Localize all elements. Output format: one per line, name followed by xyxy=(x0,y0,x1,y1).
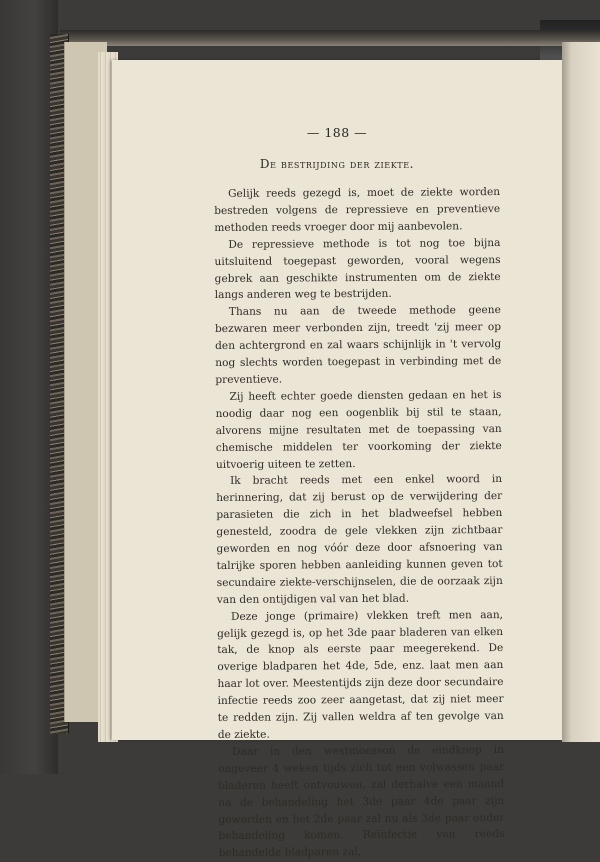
paragraph: Thans nu aan de tweede methode geene bezwaren meer verbonden zijn, treedt 'zij meer op den achtergrond en zal waars schijnlijk in 't vervolg nog slechts worden toegepast in verbinding met de preventieve. xyxy=(214,304,502,386)
paragraph: Zij heeft echter goede diensten gedaan en het is noodig daar nog een oogenblik bij stil te staan, alvorens mijne resultaten met de toepassing van chemische middelen ter voorkoming der ziekte uitvoerig uiteen te zetten. xyxy=(215,388,502,471)
paragraph: De repressieve methode is tot nog toe bijna uitsluitend toegepast geworden, vooral wegens gebrek aan geschikte instrumenten om de ziekte langs anderen weg te bestrijden. xyxy=(214,236,501,302)
page-number: — 188 — xyxy=(306,125,368,140)
paragraph: Ik bracht reeds met een enkel woord in herinnering, dat zij berust op de verwijdering der parasieten die zich in het bladweefsel hebben genesteld, zoodra de gele vlekken zijn zichtbaar geworden en nog vóór deze door afsnoering van talrijke sporen hebben aanleiding kunnen geven tot secundaire ziekte-verschijnselen, die de oorzaak zijn van den ontijdigen val van het blad. xyxy=(216,473,503,606)
paragraph: Daar in den westmoesson de eindknop in ongeveer 4 weken tijds zich tot een volwassen paar bladeren heeft ontvouwen, zal derhalve een maand na de behandeling het 3de paar 4de paar zijn geworden en het 2de paar zal nu als 3de paar onder behandeling komen. Reïnfectie van reeds behandelde bladparen zal, xyxy=(218,743,505,860)
paragraph: Gelijk reeds gezegd is, moet de ziekte worden bestreden volgens de repressieve en preventieve methoden reeds vroeger door mij aanbevolen. xyxy=(214,186,501,234)
facing-page-edge xyxy=(562,42,600,742)
book-top-edge xyxy=(60,30,600,46)
body-text xyxy=(214,184,505,862)
chapter-title-text: De bestrijding der ziekte. xyxy=(259,157,415,171)
paragraph: Deze jonge (primaire) vlekken treft men aan, gelijk gezegd is, op het 3de paar bladeren van elken tak, de knop als eerste paar meegerekend. De overige bladparen het 4de, 5de, enz. laat men aan haar lot over. Meestentijds zijn deze door secundaire infectie reeds zoo zeer aangetast, dat zij niet meer te redden zijn. Zij vallen weldra af ten gevolge van de ziekte. xyxy=(217,608,504,741)
chapter-title xyxy=(112,157,562,171)
